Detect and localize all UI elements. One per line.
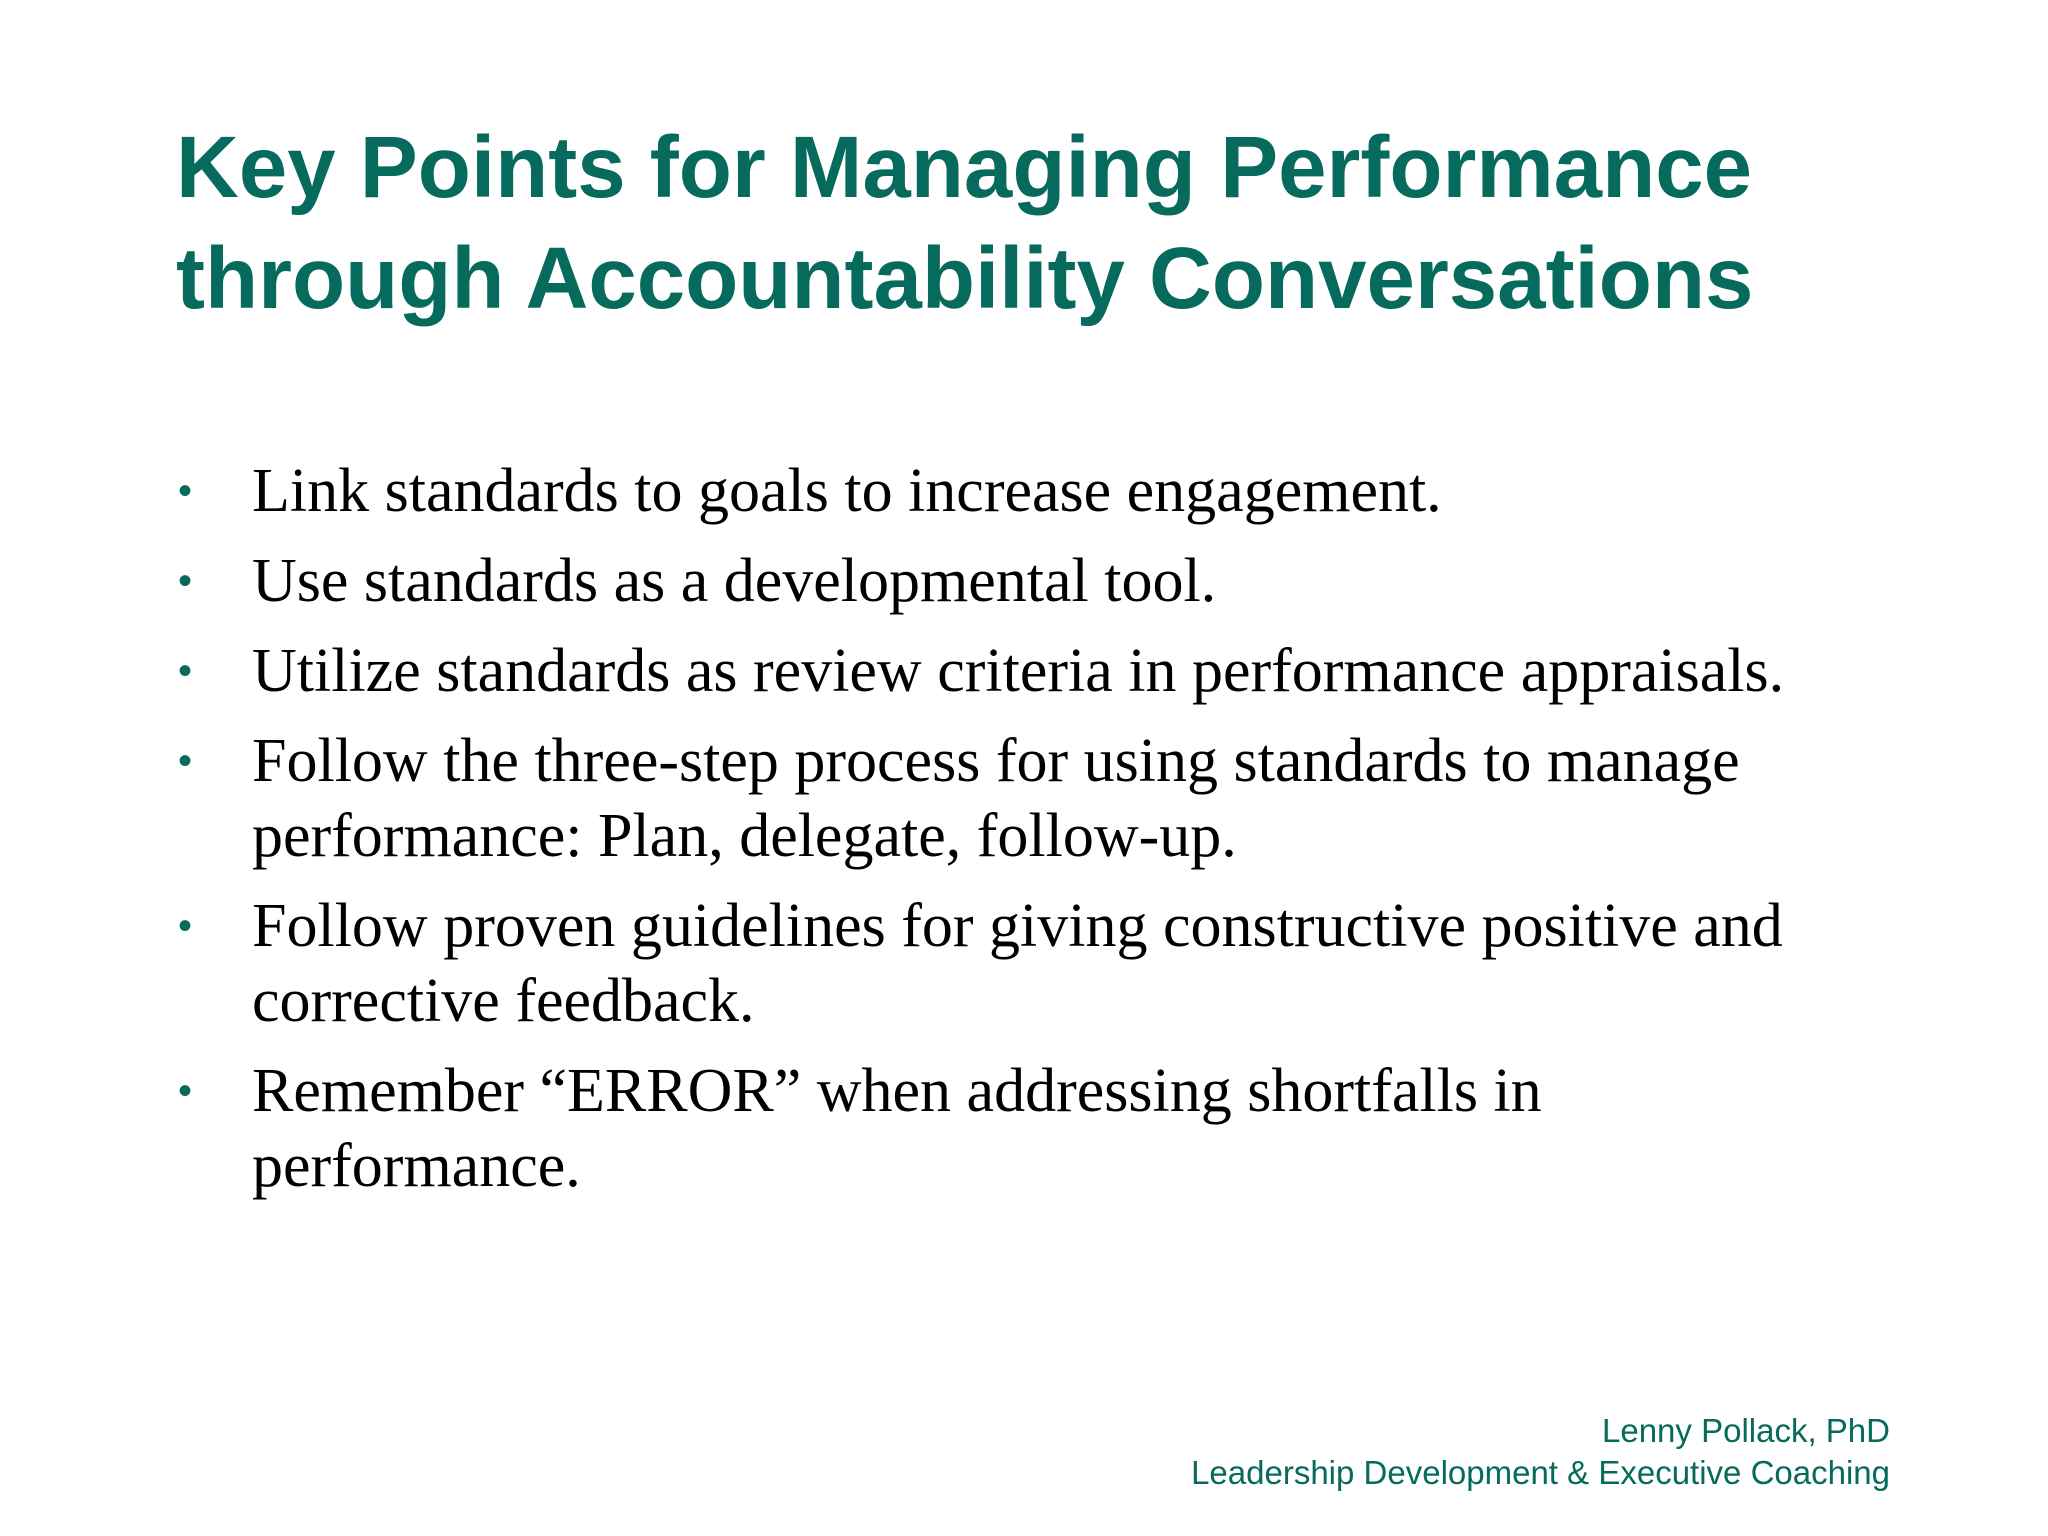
bullet-text: Follow proven guidelines for giving constructive positive and corrective feedback. <box>252 892 1783 1035</box>
bullet-text: Follow the three-step process for using standards to manage performance: Plan, delegate, follow-up. <box>252 727 1740 870</box>
bullet-dot-icon: • <box>178 469 193 513</box>
bullet-item <box>176 889 1856 1039</box>
bullet-item <box>176 454 1856 529</box>
bullet-dot-icon: • <box>178 1069 193 1113</box>
bullet-item <box>176 544 1856 619</box>
slide-title-line-2: through Accountability Conversations <box>176 230 1754 327</box>
footer-credit <box>1191 1410 1890 1494</box>
slide-title <box>176 112 1936 334</box>
bullet-item <box>176 634 1856 709</box>
bullet-dot-icon: • <box>178 559 193 603</box>
bullet-text: Remember “ERROR” when addressing shortfalls in performance. <box>252 1057 1542 1200</box>
footer-organization: Leadership Development & Executive Coaching <box>1191 1454 1890 1491</box>
bullet-item <box>176 1054 1856 1204</box>
bullet-text: Use standards as a developmental tool. <box>252 547 1217 615</box>
slide-title-line-1: Key Points for Managing Performance <box>176 119 1752 216</box>
bullet-item <box>176 724 1856 874</box>
footer-author-name: Lenny Pollack, PhD <box>1602 1412 1890 1449</box>
bullet-text: Utilize standards as review criteria in performance appraisals. <box>252 637 1785 705</box>
bullet-list <box>176 454 1856 1219</box>
bullet-dot-icon: • <box>178 739 193 783</box>
bullet-text: Link standards to goals to increase engagement. <box>252 457 1442 525</box>
bullet-dot-icon: • <box>178 649 193 693</box>
bullet-dot-icon: • <box>178 904 193 948</box>
